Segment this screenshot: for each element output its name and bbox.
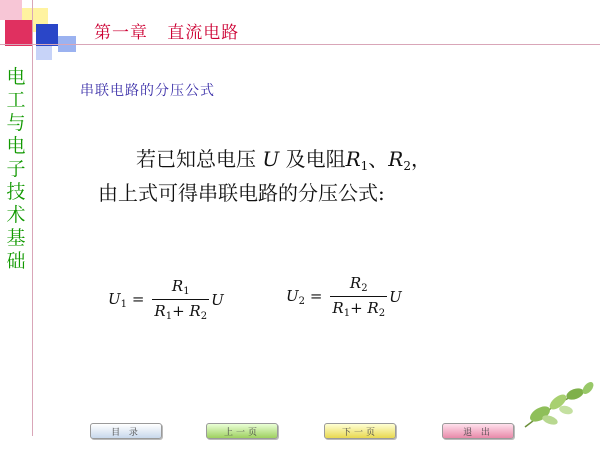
slide-subtitle: 串联电路的分压公式 [80, 83, 215, 99]
exit-button[interactable]: 退 出 [442, 423, 514, 439]
chapter-title: 第一章 直流电路 [94, 23, 240, 43]
voltage-divider-formula-2: $U_2$ = $\frac{R_2}{R_1+ R_2}$ U [286, 274, 402, 319]
conclusion-sentence: 由上式可得串联电路的分压公式: [98, 181, 385, 205]
next-page-button[interactable]: 下一页 [324, 423, 396, 439]
intro-sentence: 若已知总电压 U 及电阻$R_1$、$R_2$， [136, 147, 431, 173]
sidebar-rule [32, 0, 33, 436]
header-rule [0, 44, 600, 45]
corner-decoration [0, 0, 80, 62]
voltage-divider-formula-1: $U_1$ = $\frac{R_1}{R_1+ R_2}$ U [108, 277, 224, 322]
contents-button[interactable]: 目 录 [90, 423, 162, 439]
prev-page-button[interactable]: 上一页 [206, 423, 278, 439]
leaf-branch-icon [520, 372, 600, 432]
course-title: 电工与电子技术基础 [6, 66, 26, 272]
